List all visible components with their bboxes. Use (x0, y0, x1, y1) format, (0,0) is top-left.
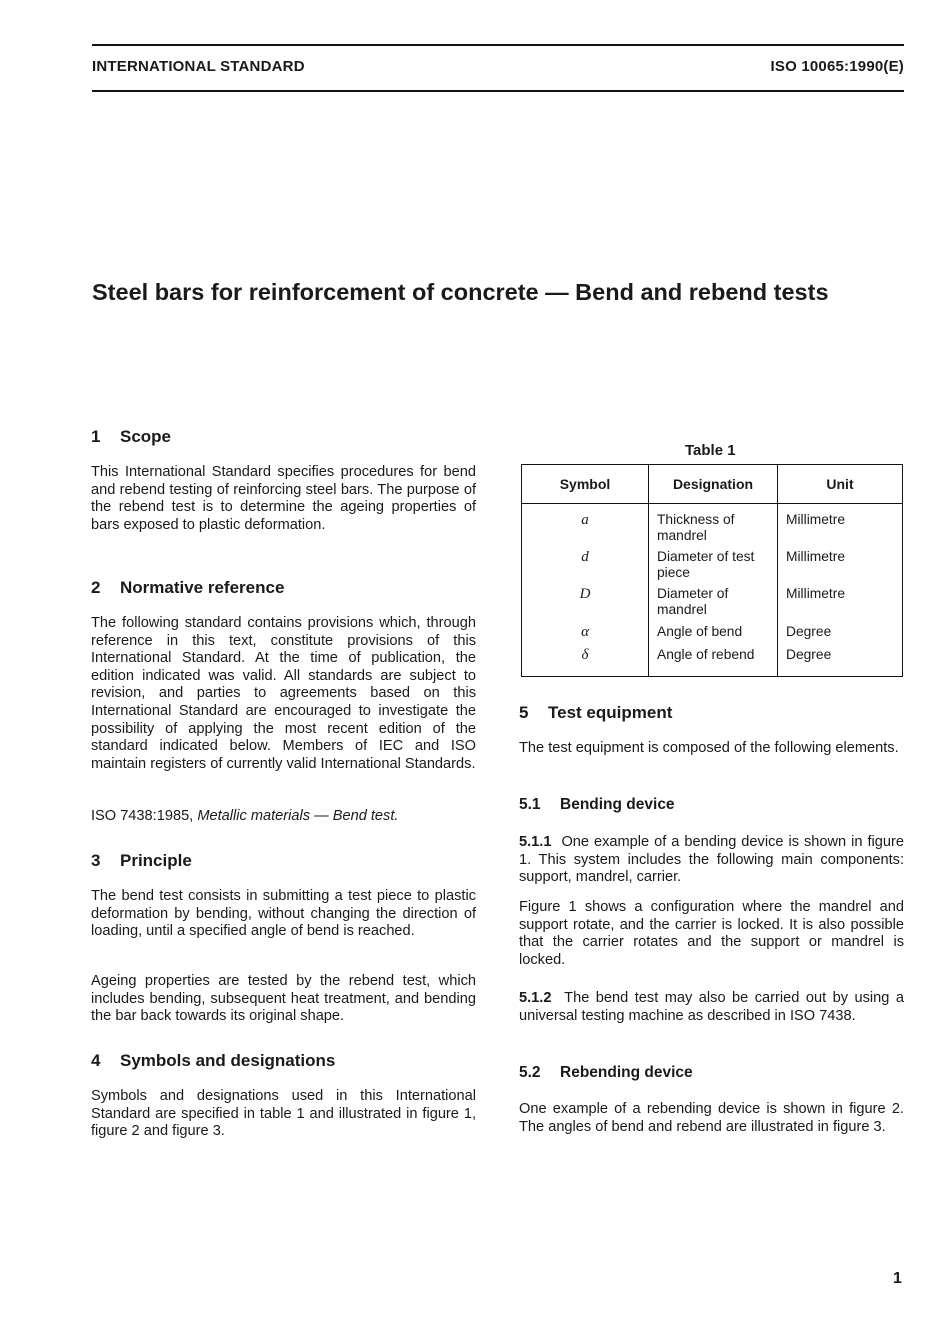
section-4-text-block (91, 1088, 476, 1141)
table-cell-unit: Degree (778, 618, 903, 641)
header-top-rule (92, 44, 904, 46)
section-2-text: The following standard contains provisions which, through reference in this text, constitute provisions of this International Standard. At the time of publication, the edition indicated was valid. All standards are subject to revision, and parties to agreements based on this International Standard are encouraged to investigate the possibility of applying the most recent edition of the standard indicated below. Members of IEC and ISO maintain registers of currently valid International Standards. (91, 615, 476, 772)
table-row (522, 504, 903, 545)
table-cell-unit: Millimetre (778, 581, 903, 618)
table-header-designation: Designation (649, 465, 778, 504)
section-5-2-text-block (519, 1101, 904, 1136)
table-row (522, 581, 903, 618)
document-title: Steel bars for reinforcement of concrete — Bend and rebend tests (92, 279, 829, 305)
section-5-heading: 5 Test equipment (519, 703, 673, 722)
section-5-1-heading-block (519, 796, 904, 814)
page-number: 1 (893, 1270, 902, 1287)
clause-5-1-1-para-2: Figure 1 shows a configuration where the mandrel and support rotate, and the carrier is locked. It is also possible that the carrier rotates and the support or mandrel is locked. (519, 899, 904, 968)
clause-5-1-1-block (519, 834, 904, 887)
section-5-1-heading: 5.1 Bending device (519, 796, 675, 813)
table-caption: Table 1 (685, 442, 736, 459)
section-1-text: This International Standard specifies procedures for bend and rebend testing of reinforcing steel bars. The purpose of the rebend test is to determine the ageing properties of bars exposed to plastic deformation. (91, 464, 476, 533)
table-cell-unit: Millimetre (778, 504, 903, 545)
header-standard-number: ISO 10065:1990(E) (770, 58, 904, 75)
table-cell-designation: Angle of rebend (649, 641, 778, 677)
section-4-heading-block (91, 1051, 476, 1071)
section-2-heading-block (91, 578, 476, 598)
table-cell-symbol: δ (522, 641, 649, 677)
table-cell-symbol: a (522, 504, 649, 545)
table-cell-designation: Thickness of mandrel (649, 504, 778, 545)
table-header-row (522, 465, 903, 504)
section-1-heading: 1 Scope (91, 427, 172, 446)
section-5-2-heading: 5.2 Rebending device (519, 1064, 693, 1081)
section-5-2-heading-block (519, 1064, 904, 1082)
section-4-text: Symbols and designations used in this International Standard are specified in table 1 and illustrated in figure 1, figure 2 and figure 3. (91, 1088, 476, 1140)
section-4-heading: 4 Symbols and designations (91, 1051, 336, 1070)
table-cell-symbol: α (522, 618, 649, 641)
section-3-heading-block (91, 851, 476, 871)
table-header-unit: Unit (778, 465, 903, 504)
header-bottom-rule (92, 90, 904, 92)
section-3-para-2: Ageing properties are tested by the rebend test, which includes bending, subsequent heat treatment, and bending the bar back towards its original shape. (91, 973, 476, 1025)
section-2-heading: 2 Normative reference (91, 578, 285, 597)
symbols-table (521, 464, 903, 677)
table-cell-unit: Millimetre (778, 544, 903, 581)
clause-5-1-1-para-2-block (519, 899, 904, 969)
table-cell-symbol: d (522, 544, 649, 581)
table-row (522, 641, 903, 677)
table-cell-unit: Degree (778, 641, 903, 677)
normative-reference: ISO 7438:1985, Metallic materials — Bend test. (91, 808, 399, 824)
section-3-para-1: The bend test consists in submitting a test piece to plastic deformation by bending, without changing the direction of loading, until a specified angle of bend is reached. (91, 888, 476, 940)
section-3-para-2-block (91, 973, 476, 1026)
section-5-2-text: One example of a rebending device is shown in figure 2. The angles of bend and rebend are illustrated in figure 3. (519, 1101, 904, 1135)
clause-5-1-2-block (519, 990, 904, 1025)
section-5-text: The test equipment is composed of the following elements. (519, 740, 899, 756)
section-2-text-block (91, 615, 476, 773)
clause-5-1-2: 5.1.2 The bend test may also be carried out by using a universal testing machine as described in ISO 7438. (519, 990, 904, 1024)
section-1-text-block (91, 464, 476, 534)
table-cell-symbol: D (522, 581, 649, 618)
section-3-para-1-block (91, 888, 476, 941)
clause-5-1-1: 5.1.1 One example of a bending device is shown in figure 1. This system includes the following main components: support, mandrel, carrier. (519, 834, 904, 886)
table-cell-designation: Diameter of test piece (649, 544, 778, 581)
header-standard-type: INTERNATIONAL STANDARD (92, 58, 305, 75)
section-5-text-block (519, 740, 904, 758)
normative-reference-block (91, 808, 476, 826)
section-5-heading-block (519, 703, 904, 723)
table-cell-designation: Angle of bend (649, 618, 778, 641)
table-cell-designation: Diameter of mandrel (649, 581, 778, 618)
table-row (522, 618, 903, 641)
left-column (91, 427, 476, 447)
section-3-heading: 3 Principle (91, 851, 192, 870)
table-row (522, 544, 903, 581)
table-header-symbol: Symbol (522, 465, 649, 504)
